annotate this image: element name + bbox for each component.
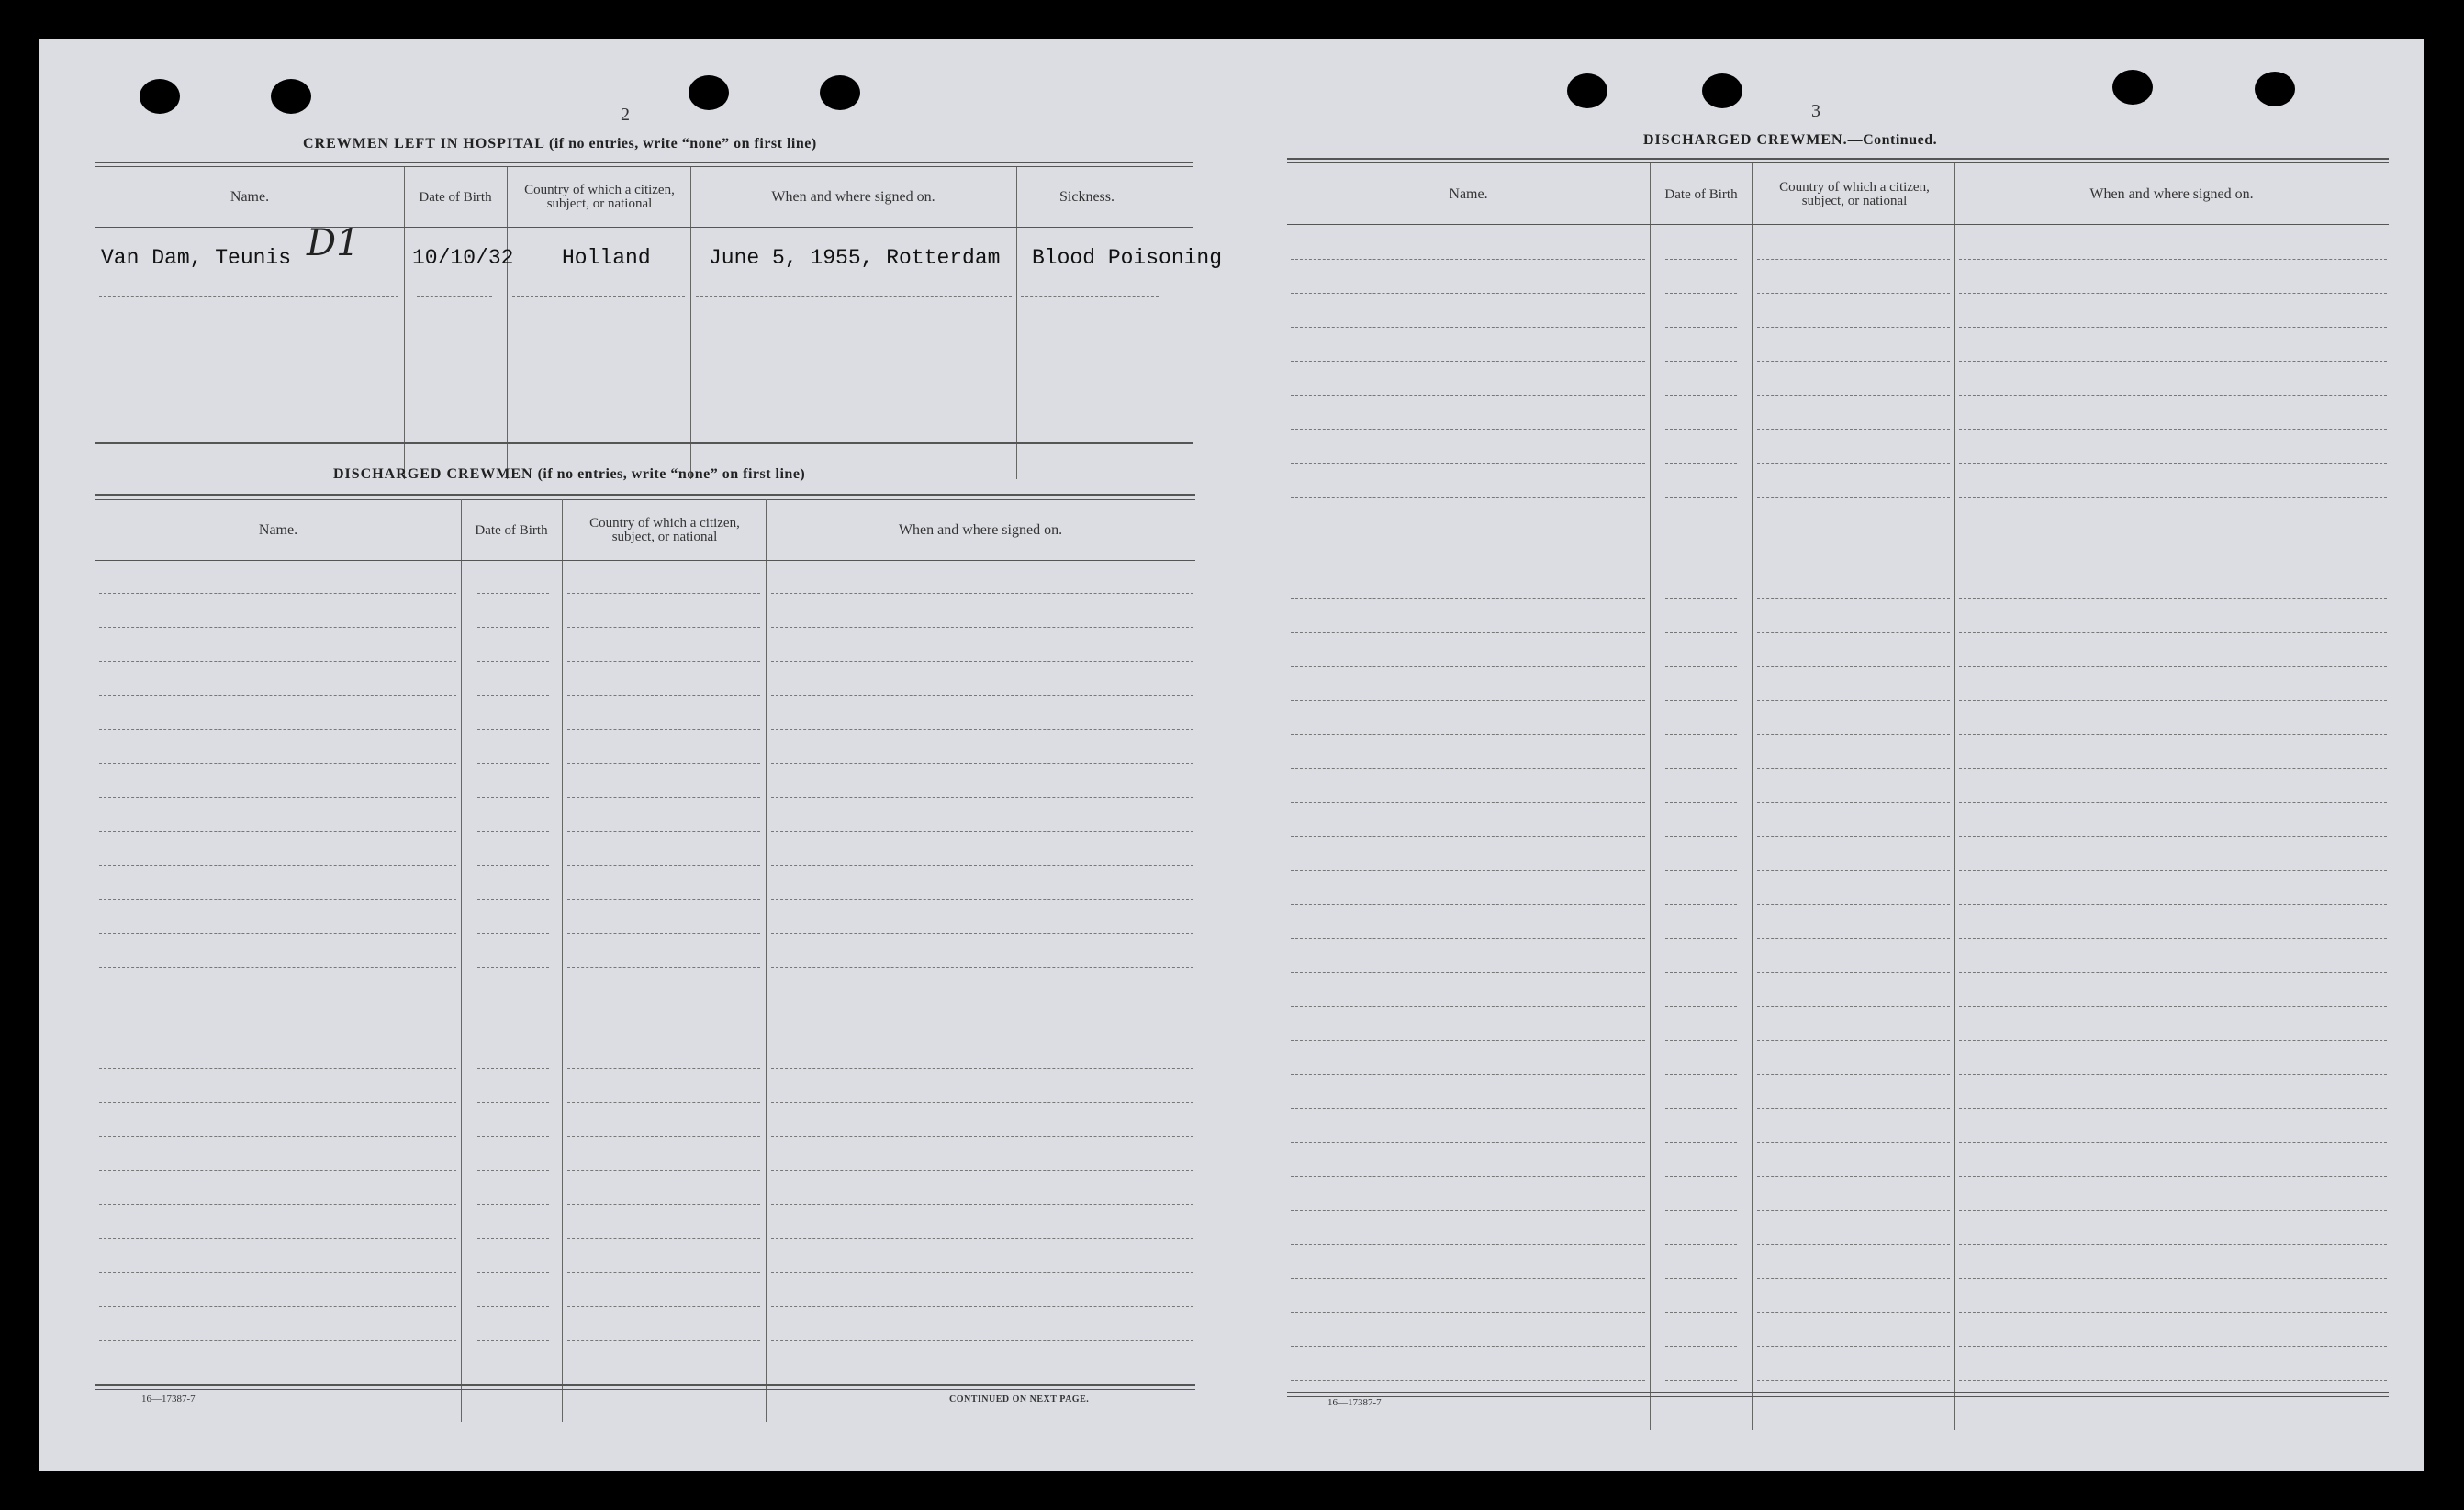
ruled-line — [567, 1238, 760, 1239]
ruled-line — [1959, 463, 2387, 464]
discharged-header-dob: Date of Birth — [475, 522, 548, 538]
right-header-country: Country of which a citizen, subject, or national — [1779, 180, 1930, 208]
punch-hole — [140, 79, 180, 114]
ruled-line — [1665, 1312, 1737, 1313]
form-sheet — [39, 39, 2424, 1471]
ruled-line — [99, 1272, 456, 1273]
discharged-top-rule-2 — [95, 499, 1195, 500]
ruled-line — [771, 933, 1193, 934]
ruled-line — [1757, 870, 1950, 871]
ruled-line — [1959, 1312, 2387, 1313]
ruled-line — [1665, 1244, 1737, 1245]
right-header-name: Name. — [1449, 186, 1488, 202]
ruled-line — [1757, 395, 1950, 396]
ruled-line — [1959, 1380, 2387, 1381]
ruled-line — [1959, 429, 2387, 430]
ruled-line — [771, 967, 1193, 968]
ruled-line — [771, 1272, 1193, 1273]
page-number-left: 2 — [621, 105, 630, 125]
ruled-line — [1291, 1278, 1645, 1279]
ruled-line — [99, 1170, 456, 1171]
ruled-line — [1291, 1176, 1645, 1177]
ruled-line — [1291, 836, 1645, 837]
ruled-line — [1959, 1040, 2387, 1041]
ruled-line — [99, 967, 456, 968]
ruled-line — [477, 831, 549, 832]
ruled-line — [567, 1136, 760, 1137]
discharged-bottom-rule — [95, 1384, 1195, 1386]
ruled-line — [477, 1204, 549, 1205]
ruled-line — [1757, 598, 1950, 599]
ruled-line — [99, 865, 456, 866]
discharged-section-title — [333, 466, 805, 483]
ruled-line — [567, 1272, 760, 1273]
ruled-line — [1291, 429, 1645, 430]
ruled-line — [1757, 1278, 1950, 1279]
ruled-line — [1959, 293, 2387, 294]
ruled-line — [1757, 259, 1950, 260]
ruled-line — [477, 1068, 549, 1069]
discharged-header-rule — [95, 560, 1195, 561]
ruled-line — [567, 1102, 760, 1103]
hospital-entry-country: Holland — [562, 246, 651, 270]
ruled-line — [99, 627, 456, 628]
ruled-line — [99, 296, 398, 297]
ruled-line — [567, 831, 760, 832]
punch-hole — [1702, 73, 1742, 108]
ruled-line — [417, 296, 492, 297]
hospital-entry-signed: June 5, 1955, Rotterdam — [709, 246, 1001, 270]
hospital-header-signed: When and where signed on. — [771, 189, 935, 205]
ruled-line — [1757, 497, 1950, 498]
ruled-line — [1665, 632, 1737, 633]
ruled-line — [477, 695, 549, 696]
ruled-line — [1959, 327, 2387, 328]
ruled-line — [477, 593, 549, 594]
ruled-line — [771, 1102, 1193, 1103]
ruled-line — [1757, 1074, 1950, 1075]
ruled-line — [567, 627, 760, 628]
ruled-line — [567, 899, 760, 900]
ruled-line — [1665, 734, 1737, 735]
ruled-line — [771, 1170, 1193, 1171]
ruled-line — [477, 967, 549, 968]
ruled-line — [1757, 463, 1950, 464]
ruled-line — [1959, 1006, 2387, 1007]
ruled-line — [1959, 395, 2387, 396]
ruled-line — [771, 831, 1193, 832]
ruled-line — [1757, 972, 1950, 973]
ruled-line — [1665, 1006, 1737, 1007]
page-number-right: 3 — [1811, 101, 1820, 121]
form-number-right: 16—17387-7 — [1327, 1397, 1382, 1408]
ruled-line — [1291, 1142, 1645, 1143]
ruled-line — [771, 593, 1193, 594]
ruled-line — [1757, 700, 1950, 701]
ruled-line — [99, 797, 456, 798]
ruled-line — [1291, 497, 1645, 498]
ruled-line — [567, 1068, 760, 1069]
ruled-line — [1291, 1346, 1645, 1347]
ruled-line — [1291, 1210, 1645, 1211]
discharged-col-divider — [562, 499, 563, 1422]
ruled-line — [1757, 1006, 1950, 1007]
discharged-header-name: Name. — [258, 522, 298, 538]
ruled-line — [1959, 1108, 2387, 1109]
ruled-line — [99, 661, 456, 662]
ruled-line — [1757, 361, 1950, 362]
ruled-line — [477, 1102, 549, 1103]
handwritten-annotation: D1 — [307, 222, 360, 264]
ruled-line — [771, 899, 1193, 900]
ruled-line — [477, 933, 549, 934]
ruled-line — [567, 1170, 760, 1171]
hospital-top-rule — [95, 162, 1193, 163]
discharged-header-signed: When and where signed on. — [898, 522, 1063, 538]
ruled-line — [1665, 972, 1737, 973]
ruled-line — [1959, 361, 2387, 362]
ruled-line — [1959, 1346, 2387, 1347]
ruled-line — [1291, 259, 1645, 260]
ruled-line — [1665, 700, 1737, 701]
ruled-line — [771, 695, 1193, 696]
ruled-line — [1291, 1244, 1645, 1245]
ruled-line — [696, 296, 1012, 297]
ruled-line — [477, 729, 549, 730]
ruled-line — [1959, 1278, 2387, 1279]
ruled-line — [1291, 395, 1645, 396]
hospital-header-country: Country of which a citizen, subject, or national — [524, 183, 675, 211]
discharged-title-text: DISCHARGED CREWMEN — [333, 466, 533, 482]
ruled-line — [1665, 598, 1737, 599]
ruled-line — [99, 831, 456, 832]
ruled-line — [1291, 327, 1645, 328]
ruled-line — [1291, 463, 1645, 464]
ruled-line — [1959, 802, 2387, 803]
ruled-line — [567, 933, 760, 934]
discharged-col-divider — [461, 499, 462, 1422]
ruled-line — [1757, 1040, 1950, 1041]
ruled-line — [99, 1102, 456, 1103]
ruled-line — [477, 763, 549, 764]
hospital-header-rule — [95, 227, 1193, 228]
right-title-text: DISCHARGED CREWMEN. — [1643, 132, 1848, 148]
ruled-line — [99, 1136, 456, 1137]
ruled-line — [1665, 1346, 1737, 1347]
ruled-line — [1757, 1108, 1950, 1109]
ruled-line — [1757, 632, 1950, 633]
ruled-line — [1665, 768, 1737, 769]
ruled-line — [1757, 1312, 1950, 1313]
ruled-line — [1665, 429, 1737, 430]
hospital-top-rule-2 — [95, 166, 1193, 167]
ruled-line — [99, 1340, 456, 1341]
ruled-line — [1291, 632, 1645, 633]
ruled-line — [1291, 904, 1645, 905]
punch-hole — [1567, 73, 1607, 108]
ruled-line — [1757, 1244, 1950, 1245]
ruled-line — [771, 729, 1193, 730]
ruled-line — [567, 729, 760, 730]
ruled-line — [1291, 870, 1645, 871]
ruled-line — [1665, 904, 1737, 905]
ruled-line — [1757, 1176, 1950, 1177]
right-bottom-rule-2 — [1287, 1396, 2389, 1397]
ruled-line — [1291, 1040, 1645, 1041]
hospital-entry-dob: 10/10/32 — [412, 246, 514, 270]
ruled-line — [567, 593, 760, 594]
ruled-line — [1959, 666, 2387, 667]
ruled-line — [477, 1136, 549, 1137]
ruled-line — [1665, 836, 1737, 837]
ruled-line — [99, 1238, 456, 1239]
ruled-line — [1757, 293, 1950, 294]
hospital-title-text: CREWMEN LEFT IN HOSPITAL — [303, 136, 545, 151]
ruled-line — [1665, 293, 1737, 294]
ruled-line — [1291, 666, 1645, 667]
ruled-line — [1291, 293, 1645, 294]
ruled-line — [567, 1306, 760, 1307]
ruled-line — [1757, 938, 1950, 939]
ruled-line — [1959, 904, 2387, 905]
ruled-line — [1665, 1142, 1737, 1143]
ruled-line — [1757, 429, 1950, 430]
ruled-line — [1665, 1210, 1737, 1211]
ruled-line — [1665, 1176, 1737, 1177]
ruled-line — [1959, 1074, 2387, 1075]
ruled-line — [1757, 802, 1950, 803]
ruled-line — [1959, 768, 2387, 769]
ruled-line — [771, 797, 1193, 798]
ruled-line — [771, 627, 1193, 628]
ruled-line — [1959, 632, 2387, 633]
ruled-line — [1959, 972, 2387, 973]
ruled-line — [567, 967, 760, 968]
ruled-line — [99, 899, 456, 900]
ruled-line — [1291, 972, 1645, 973]
ruled-line — [1757, 327, 1950, 328]
hospital-bottom-rule — [95, 442, 1193, 444]
ruled-line — [1665, 259, 1737, 260]
ruled-line — [1665, 497, 1737, 498]
right-header-rule — [1287, 224, 2389, 225]
ruled-line — [1291, 802, 1645, 803]
ruled-line — [1665, 395, 1737, 396]
ruled-line — [99, 1204, 456, 1205]
ruled-line — [1757, 1210, 1950, 1211]
discharged-header-country: Country of which a citizen, subject, or national — [589, 516, 740, 544]
ruled-line — [99, 933, 456, 934]
ruled-line — [1959, 1176, 2387, 1177]
ruled-line — [1959, 734, 2387, 735]
ruled-line — [1757, 904, 1950, 905]
ruled-line — [771, 1068, 1193, 1069]
ruled-line — [567, 1204, 760, 1205]
discharged-top-rule — [95, 494, 1195, 496]
ruled-line — [1665, 1380, 1737, 1381]
ruled-line — [567, 797, 760, 798]
ruled-line — [477, 627, 549, 628]
ruled-line — [1959, 497, 2387, 498]
right-top-rule-2 — [1287, 162, 2389, 163]
hospital-col-divider — [507, 167, 508, 479]
discharged-bottom-rule-2 — [95, 1389, 1195, 1390]
ruled-line — [1959, 700, 2387, 701]
ruled-line — [771, 1136, 1193, 1137]
right-col-divider — [1650, 163, 1651, 1430]
punch-hole — [2255, 72, 2295, 106]
ruled-line — [771, 865, 1193, 866]
ruled-line — [1665, 327, 1737, 328]
ruled-line — [1959, 1142, 2387, 1143]
ruled-line — [99, 763, 456, 764]
ruled-line — [771, 1204, 1193, 1205]
right-col-divider — [1954, 163, 1955, 1430]
ruled-line — [771, 1238, 1193, 1239]
right-section-title — [1643, 132, 1937, 149]
ruled-line — [1757, 1380, 1950, 1381]
ruled-line — [1665, 802, 1737, 803]
right-top-rule — [1287, 158, 2389, 160]
right-header-signed: When and where signed on. — [2089, 186, 2254, 202]
ruled-line — [99, 729, 456, 730]
hospital-title-subtitle: (if no entries, write “none” on first line) — [549, 136, 817, 151]
ruled-line — [1757, 666, 1950, 667]
right-title-subtitle: —Continued. — [1847, 132, 1938, 148]
ruled-line — [99, 1306, 456, 1307]
ruled-line — [1291, 1006, 1645, 1007]
punch-hole — [271, 79, 311, 114]
ruled-line — [99, 695, 456, 696]
punch-hole — [689, 75, 729, 110]
ruled-line — [1665, 1278, 1737, 1279]
ruled-line — [477, 1238, 549, 1239]
hospital-header-sickness: Sickness. — [1059, 189, 1114, 205]
ruled-line — [1291, 1108, 1645, 1109]
ruled-line — [1959, 1244, 2387, 1245]
hospital-col-divider — [404, 167, 405, 479]
right-header-dob: Date of Birth — [1664, 186, 1738, 202]
hospital-section-title — [303, 136, 817, 152]
ruled-line — [1291, 1074, 1645, 1075]
ruled-line — [477, 899, 549, 900]
ruled-line — [1291, 598, 1645, 599]
ruled-line — [477, 1272, 549, 1273]
ruled-line — [1959, 598, 2387, 599]
ruled-line — [1665, 1108, 1737, 1109]
ruled-line — [1291, 938, 1645, 939]
ruled-line — [1291, 1380, 1645, 1381]
ruled-line — [1665, 870, 1737, 871]
ruled-line — [1757, 734, 1950, 735]
continued-note: CONTINUED ON NEXT PAGE. — [949, 1394, 1090, 1404]
ruled-line — [1665, 1074, 1737, 1075]
ruled-line — [771, 1340, 1193, 1341]
ruled-line — [1665, 1040, 1737, 1041]
ruled-line — [1757, 1142, 1950, 1143]
ruled-line — [1291, 768, 1645, 769]
right-col-divider — [1752, 163, 1753, 1430]
ruled-line — [99, 593, 456, 594]
ruled-line — [1959, 259, 2387, 260]
hospital-entry-sickness: Blood Poisoning — [1032, 246, 1223, 270]
ruled-line — [1665, 361, 1737, 362]
hospital-header-name: Name. — [230, 189, 270, 205]
ruled-line — [477, 1340, 549, 1341]
punch-hole — [820, 75, 860, 110]
ruled-line — [1757, 836, 1950, 837]
form-number-left: 16—17387-7 — [141, 1393, 196, 1404]
ruled-line — [1757, 768, 1950, 769]
ruled-line — [1021, 296, 1159, 297]
ruled-line — [1665, 463, 1737, 464]
ruled-line — [1959, 1210, 2387, 1211]
ruled-line — [1291, 361, 1645, 362]
ruled-line — [771, 1306, 1193, 1307]
ruled-line — [771, 763, 1193, 764]
ruled-line — [567, 763, 760, 764]
ruled-line — [477, 797, 549, 798]
ruled-line — [1291, 700, 1645, 701]
ruled-line — [567, 1340, 760, 1341]
ruled-line — [1291, 734, 1645, 735]
discharged-title-subtitle: (if no entries, write “none” on first line) — [537, 466, 806, 482]
ruled-line — [477, 1306, 549, 1307]
ruled-line — [1757, 1346, 1950, 1347]
ruled-line — [477, 1170, 549, 1171]
ruled-line — [567, 661, 760, 662]
ruled-line — [567, 695, 760, 696]
ruled-line — [99, 1068, 456, 1069]
ruled-line — [477, 661, 549, 662]
ruled-line — [1665, 938, 1737, 939]
ruled-line — [567, 865, 760, 866]
ruled-line — [477, 865, 549, 866]
ruled-line — [1665, 666, 1737, 667]
ruled-line — [1291, 1312, 1645, 1313]
discharged-col-divider — [766, 499, 767, 1422]
ruled-line — [512, 296, 685, 297]
punch-hole — [2112, 70, 2153, 105]
ruled-line — [771, 661, 1193, 662]
hospital-header-dob: Date of Birth — [419, 189, 492, 205]
ruled-line — [1959, 836, 2387, 837]
ruled-line — [1959, 870, 2387, 871]
ruled-line — [1959, 938, 2387, 939]
right-bottom-rule — [1287, 1392, 2389, 1393]
hospital-entry-name: Van Dam, Teunis — [101, 246, 292, 270]
